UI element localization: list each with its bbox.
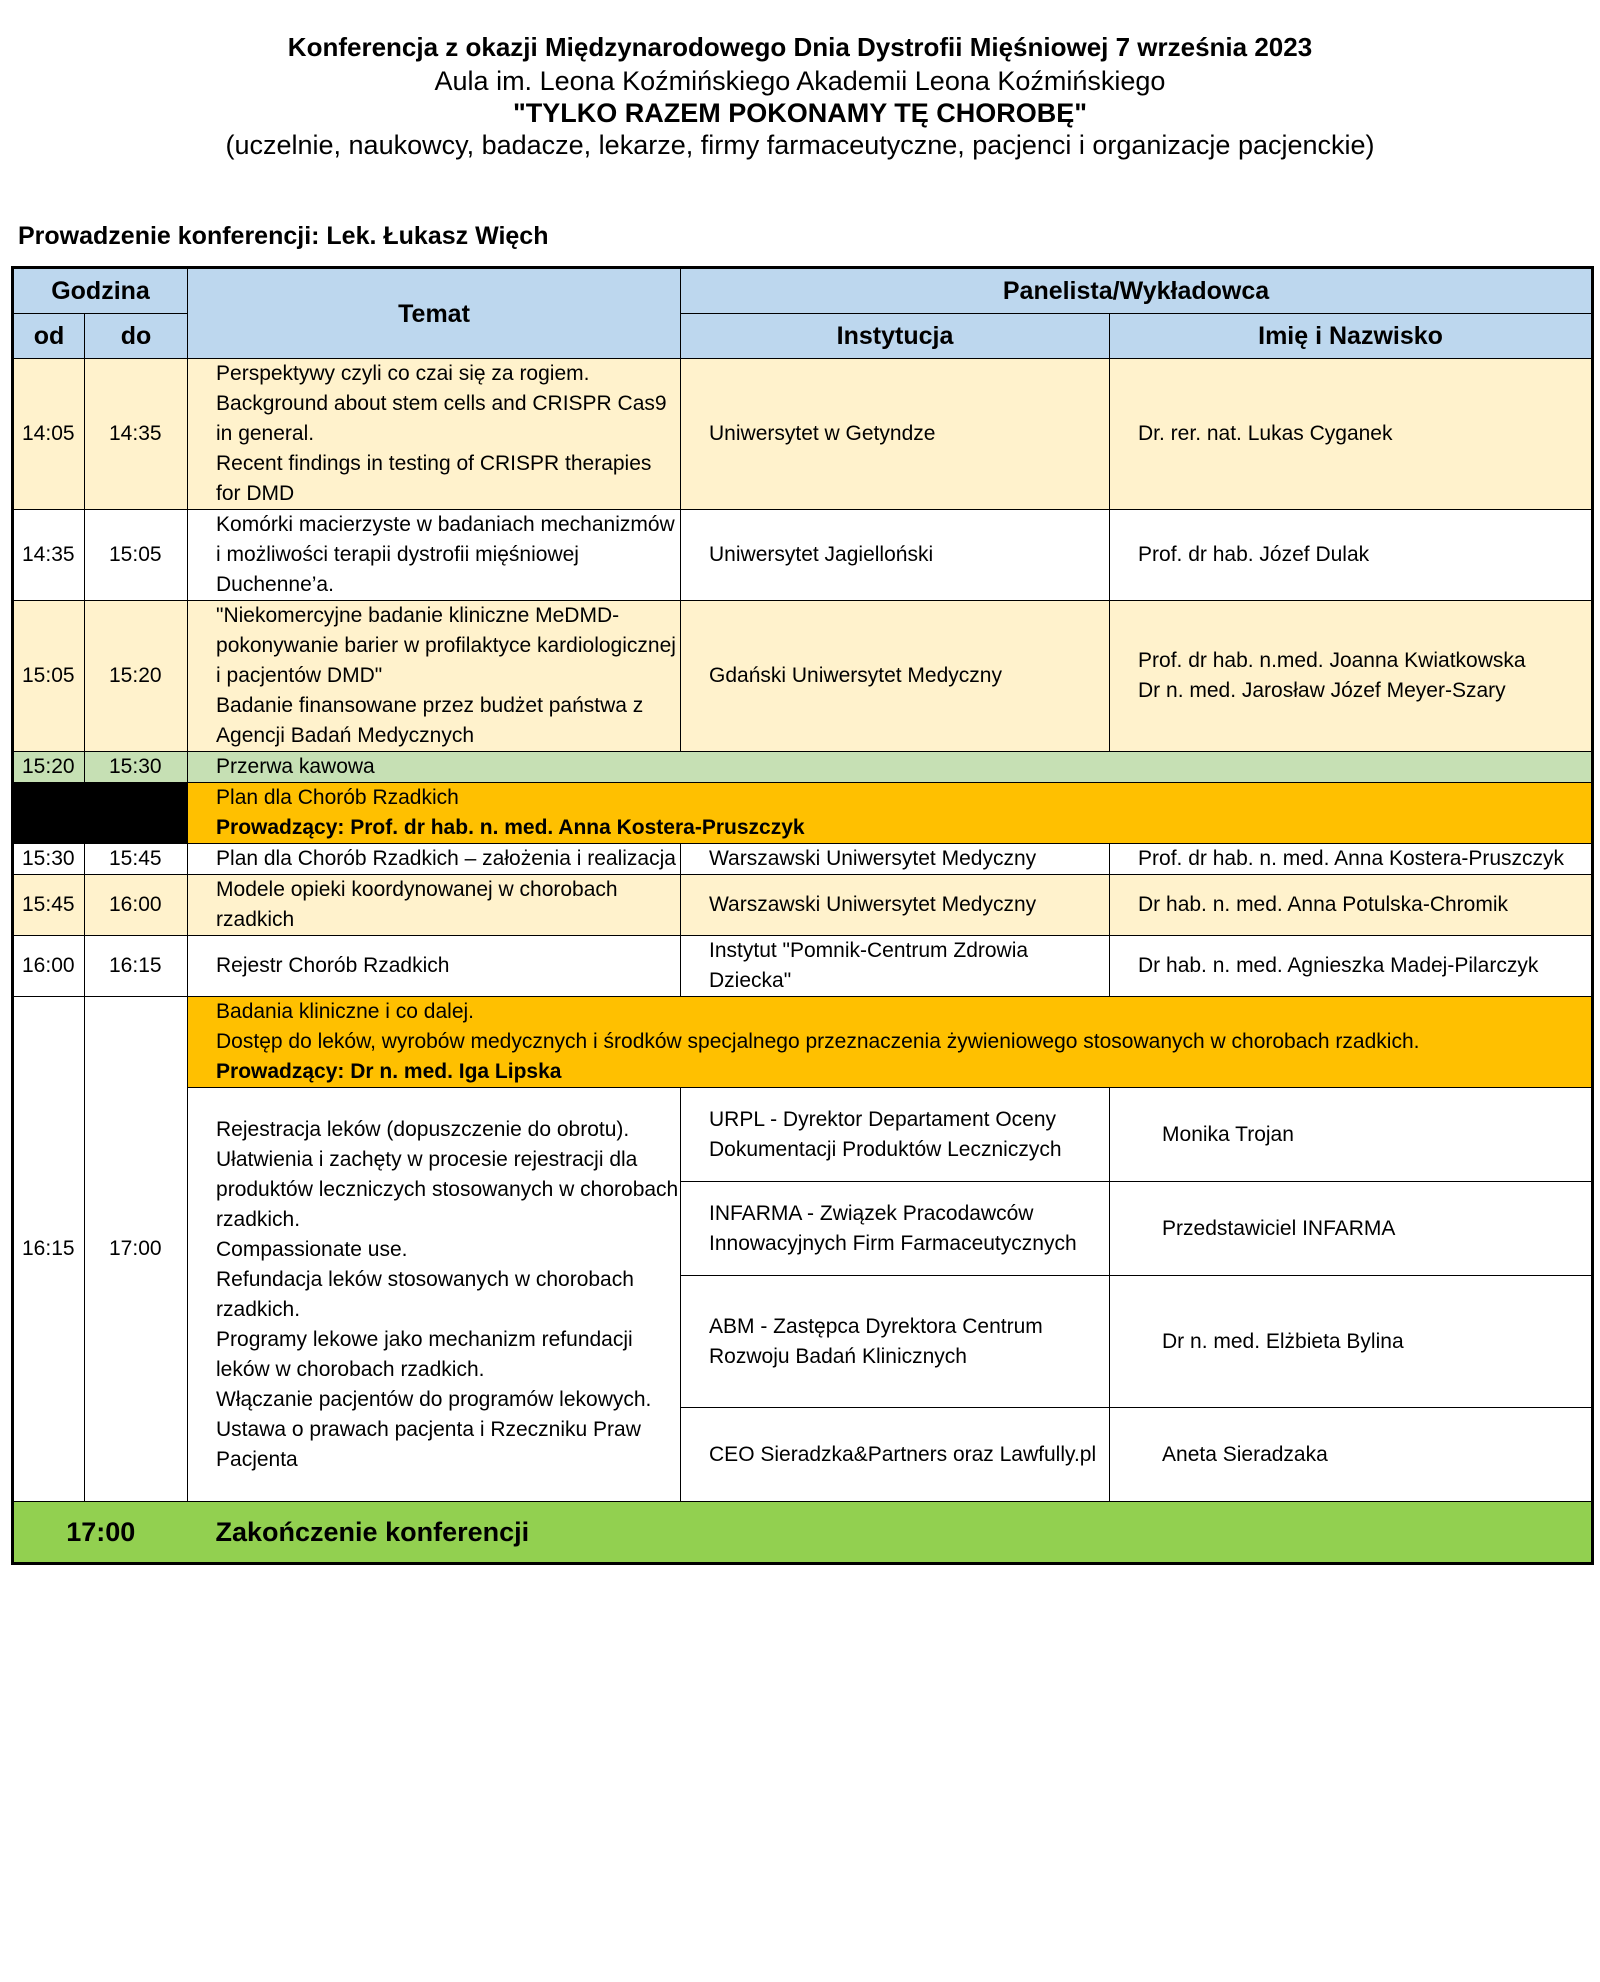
time-from: 14:35 (13, 510, 85, 601)
topic-line: Background about stem cells and CRISPR Cas9 in general. (216, 392, 667, 445)
topic-line: Compassionate use. (216, 1237, 408, 1261)
host-line: Prowadzenie konferencji: Lek. Łukasz Więch (18, 222, 549, 250)
audience: (uczelnie, naukowcy, badacze, lekarze, firmy farmaceutyczne, pacjenci i organizacje pacjenckie) (225, 130, 1375, 160)
session2-header-row (13, 997, 1593, 1088)
col-header-temat: Temat (188, 268, 681, 359)
topic-cell: Rejestr Chorób Rzadkich (188, 936, 681, 997)
topic-line: Ułatwienia i zachęty w procesie rejestracji dla produktów leczniczych stosowanych w chorobach rzadkich. (216, 1147, 679, 1231)
topic-line: Refundacja leków stosowanych w chorobach rzadkich. (216, 1267, 634, 1321)
time-from: 16:15 (13, 997, 85, 1502)
document-header (0, 30, 1600, 162)
person-line: Dr n. med. Jarosław Józef Meyer-Szary (1138, 679, 1506, 702)
session-header-row (13, 783, 1593, 844)
time-from: 14:05 (13, 359, 85, 510)
topic-line: Perspektywy czyli co czai się za rogiem. (216, 362, 590, 385)
closing-time: 17:00 (13, 1502, 188, 1564)
session-title: Badania kliniczne i co dalej. (216, 1000, 475, 1023)
institution-cell: URPL - Dyrektor Departament Oceny Dokumentacji Produktów Leczniczych (681, 1088, 1110, 1182)
institution-cell: Warszawski Uniwersytet Medyczny (681, 844, 1110, 875)
session-subtitle: Dostęp do leków, wyrobów medycznych i środków specjalnego przeznaczenia żywieniowego stosowanych w chorobach rzadkich. (216, 1030, 1420, 1053)
institution-cell: Uniwersytet Jagielloński (681, 510, 1110, 601)
person-cell: Prof. dr hab. Józef Dulak (1110, 510, 1593, 601)
topic-cell: Komórki macierzyste w badaniach mechanizmów i możliwości terapii dystrofii mięśniowej Duchenne’a. (188, 510, 681, 601)
topic-cell (188, 1088, 681, 1502)
topic-line: Włączanie pacjentów do programów lekowych. (216, 1387, 652, 1411)
person-cell: Dr. rer. nat. Lukas Cyganek (1110, 359, 1593, 510)
time-from: 15:05 (13, 601, 85, 752)
institution-cell: Gdański Uniwersytet Medyczny (681, 601, 1110, 752)
venue: Aula im. Leona Koźmińskiego Akademii Leona Koźmińskiego (434, 66, 1166, 96)
col-header-od: od (13, 314, 85, 359)
col-header-do: do (85, 314, 188, 359)
time-to: 15:05 (85, 510, 188, 601)
topic-line: Badanie finansowane przez budżet państwa z Agencji Badań Medycznych (216, 694, 644, 747)
topic-line: Recent findings in testing of CRISPR therapies for DMD (216, 452, 652, 505)
person-cell: Dr hab. n. med. Agnieszka Madej-Pilarczyk (1110, 936, 1593, 997)
person-cell: Przedstawiciel INFARMA (1110, 1182, 1593, 1276)
institution-cell: Warszawski Uniwersytet Medyczny (681, 875, 1110, 936)
table-row-break (13, 752, 1593, 783)
time-from: 15:45 (13, 875, 85, 936)
table-row (13, 936, 1593, 997)
time-from: 15:30 (13, 844, 85, 875)
institution-cell: CEO Sieradzka&Partners oraz Lawfully.pl (681, 1408, 1110, 1502)
break-label: Przerwa kawowa (188, 752, 1593, 783)
schedule-table (11, 266, 1594, 1565)
time-to: 17:00 (85, 997, 188, 1502)
time-from: 16:00 (13, 936, 85, 997)
session-header (188, 997, 1593, 1088)
person-cell: Monika Trojan (1110, 1088, 1593, 1182)
table-row (13, 875, 1593, 936)
person-line: Prof. dr hab. n.med. Joanna Kwiatkowska (1138, 649, 1526, 672)
table-row (13, 1088, 1593, 1182)
col-header-godzina: Godzina (13, 268, 188, 314)
motto: "TYLKO RAZEM POKONAMY TĘ CHOROBĘ" (512, 98, 1088, 128)
time-to: 15:30 (85, 752, 188, 783)
session-lead: Prowadzący: Prof. dr hab. n. med. Anna Kostera-Pruszczyk (216, 816, 805, 839)
table-row (13, 510, 1593, 601)
session-lead: Prowadzący: Dr n. med. Iga Lipska (216, 1060, 562, 1083)
table-row (13, 601, 1593, 752)
closing-row (13, 1502, 1593, 1564)
topic-cell (188, 359, 681, 510)
session-time-blank (13, 783, 188, 844)
table-row (13, 359, 1593, 510)
col-header-instytucja: Instytucja (681, 314, 1110, 359)
topic-cell: Plan dla Chorób Rzadkich – założenia i realizacja (188, 844, 681, 875)
time-to: 16:15 (85, 936, 188, 997)
col-header-panelista: Panelista/Wykładowca (681, 268, 1593, 314)
topic-line: Programy lekowe jako mechanizm refundacji leków w chorobach rzadkich. (216, 1327, 633, 1381)
table-row (13, 844, 1593, 875)
person-cell: Dr hab. n. med. Anna Potulska-Chromik (1110, 875, 1593, 936)
topic-line: Rejestracja leków (dopuszczenie do obrotu). (216, 1117, 630, 1141)
person-cell: Aneta Sieradzaka (1110, 1408, 1593, 1502)
person-cell: Prof. dr hab. n. med. Anna Kostera-Pruszczyk (1110, 844, 1593, 875)
time-to: 14:35 (85, 359, 188, 510)
session-title: Plan dla Chorób Rzadkich (216, 786, 459, 809)
institution-cell: Uniwersytet w Getyndze (681, 359, 1110, 510)
time-from: 15:20 (13, 752, 85, 783)
closing-label: Zakończenie konferencji (188, 1502, 1593, 1564)
topic-cell: Modele opieki koordynowanej w chorobach rzadkich (188, 875, 681, 936)
institution-cell: Instytut "Pomnik-Centrum Zdrowia Dziecka" (681, 936, 1110, 997)
time-to: 16:00 (85, 875, 188, 936)
time-to: 15:20 (85, 601, 188, 752)
col-header-imie: Imię i Nazwisko (1110, 314, 1593, 359)
topic-cell (188, 601, 681, 752)
topic-line: Ustawa o prawach pacjenta i Rzeczniku Praw Pacjenta (216, 1417, 641, 1471)
topic-line: "Niekomercyjne badanie kliniczne MeDMD- pokonywanie barier w profilaktyce kardiologicznej i pacjentów DMD" (216, 604, 676, 687)
person-cell: Dr n. med. Elżbieta Bylina (1110, 1276, 1593, 1408)
person-cell (1110, 601, 1593, 752)
institution-cell: INFARMA - Związek Pracodawców Innowacyjnych Firm Farmaceutycznych (681, 1182, 1110, 1276)
time-to: 15:45 (85, 844, 188, 875)
session-header (188, 783, 1593, 844)
institution-cell: ABM - Zastępca Dyrektora Centrum Rozwoju Badań Klinicznych (681, 1276, 1110, 1408)
conference-title: Konferencja z okazji Międzynarodowego Dnia Dystrofii Mięśniowej 7 września 2023 (287, 32, 1313, 62)
